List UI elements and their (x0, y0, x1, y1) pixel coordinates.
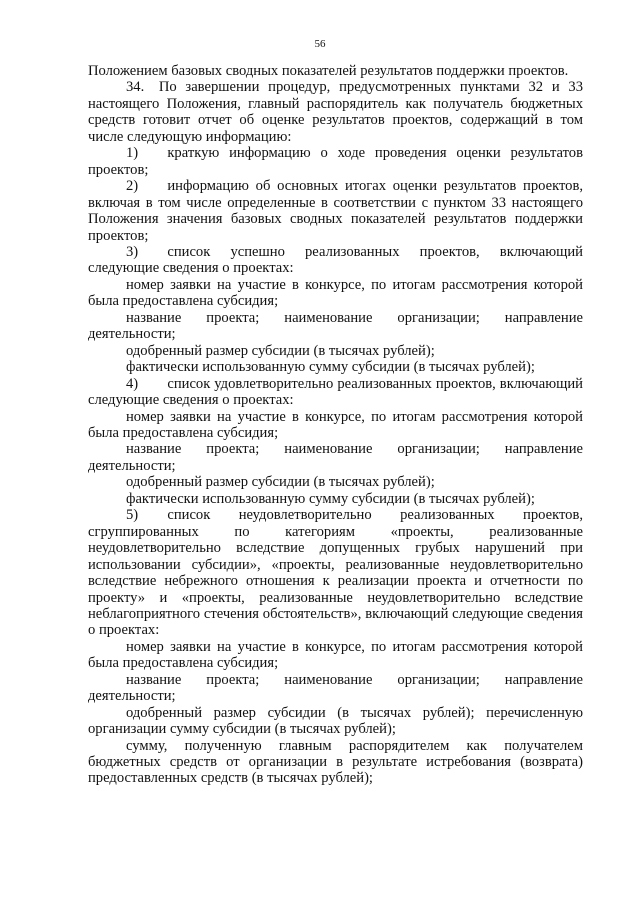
paragraph: одобренный размер субсидии (в тысячах рублей); (126, 474, 435, 491)
paragraph: сумму, полученную главным распорядителем как получателем бюджетных средств от организации в результате истребования (возврата) предоставленных средств (в тысячах рублей); (88, 737, 583, 787)
paragraph: одобренный размер субсидии (в тысячах рублей); перечисленную организации сумму субсидии (в тысячах рублей); (88, 704, 583, 738)
paragraph: фактически использованную сумму субсидии (в тысячах рублей); (126, 359, 535, 376)
paragraph: одобренный размер субсидии (в тысячах рублей); (126, 342, 435, 359)
paragraph: 4) список удовлетворительно реализованных проектов, включающий следующие сведения о проектах: (88, 375, 583, 409)
paragraph: 1) краткую информацию о ходе проведения оценки результатов проектов; (88, 145, 583, 178)
paragraph: номер заявки на участие в конкурсе, по итогам рассмотрения которой была предоставлена субсидия; (88, 408, 583, 441)
document-body (88, 63, 583, 787)
paragraph: номер заявки на участие в конкурсе, по итогам рассмотрения которой была предоставлена субсидия; (88, 638, 583, 672)
paragraph: фактически использованную сумму субсидии (в тысячах рублей); (126, 490, 535, 507)
page-number: 56 (314, 38, 326, 50)
paragraph: название проекта; наименование организации; направление деятельности; (88, 441, 583, 474)
paragraph: 2) информацию об основных итогах оценки результатов проектов, включая в том числе определенные в соответствии с пунктом 33 настоящего Положения значения базовых сводных показателей результатов поддержки проектов; (88, 178, 583, 244)
paragraph: Положением базовых сводных показателей результатов поддержки проектов. (88, 63, 569, 79)
paragraph: название проекта; наименование организации; направление деятельности; (88, 671, 583, 705)
paragraph: 34. По завершении процедур, предусмотренных пунктами 32 и 33 настоящего Положения, главный распорядитель как получатель бюджетных средств готовит отчет об оценке результатов проектов, содержащий в том числе следующую информацию: (88, 79, 583, 145)
paragraph: 5) список неудовлетворительно реализованных проектов, сгруппированных по категориям «проекты, реализованные неудовлетворительно вследствие допущенных грубых нарушений при использовании субсидии», «проекты, реализованные неудовлетворительно вследствие небрежного отношения к реализации проекта и отчетности по проекту» и «проекты, реализованные неудовлетворительно вследствие неблагоприятного стечения обстоятельств», включающий следующие сведения о проектах: (88, 507, 583, 639)
paragraph: 3) список успешно реализованных проектов, включающий следующие сведения о проектах: (88, 243, 583, 277)
paragraph: название проекта; наименование организации; направление деятельности; (88, 309, 583, 343)
paragraph: номер заявки на участие в конкурсе, по итогам рассмотрения которой была предоставлена субсидия; (88, 276, 583, 310)
